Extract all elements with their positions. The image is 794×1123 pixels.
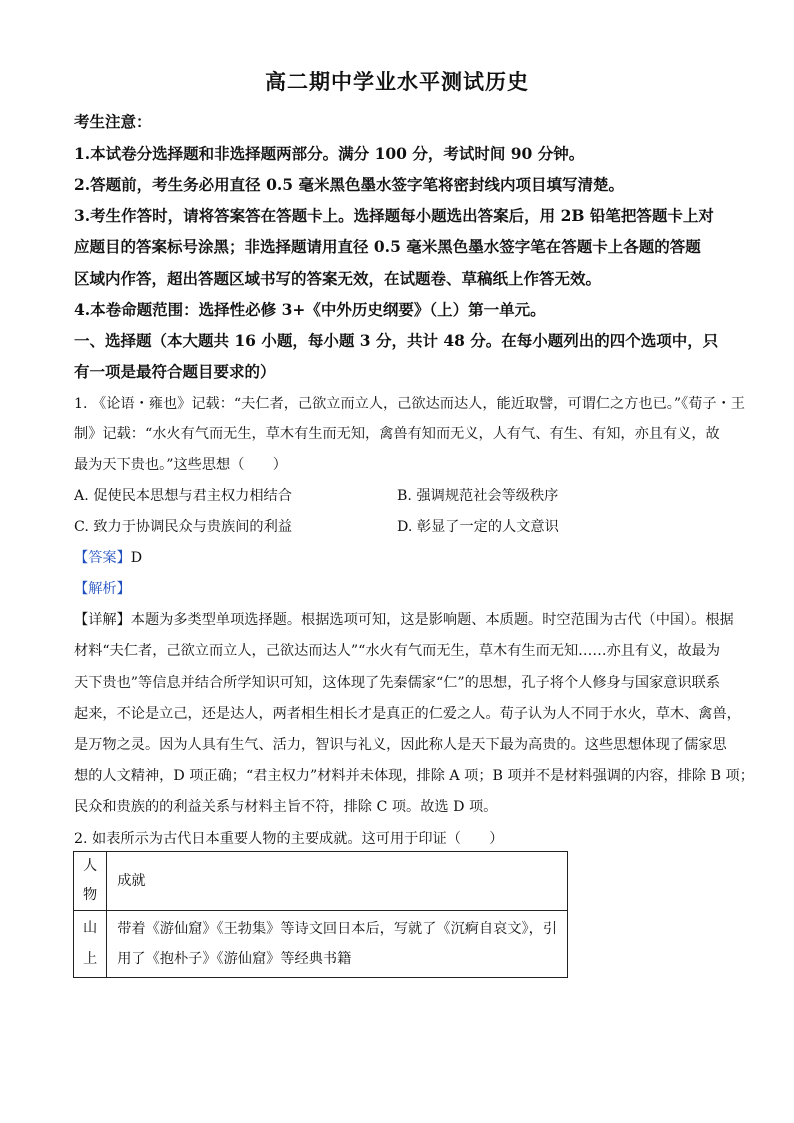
q2-table	[73, 851, 568, 978]
q1-option-c: C. 致力于协调民众与贵族间的利益	[74, 519, 292, 535]
q1-detail-line-3: 天下贵也”等信息并结合所学知识可知，这体现了先秦儒家“仁”的思想，孔子将个人修身与国家意识联系	[74, 675, 721, 691]
q1-option-d: D. 彰显了一定的人文意识	[397, 519, 559, 535]
q1-detail-line-7: 民众和贵族的的利益关系与材料主旨不符，排除 C 项。故选 D 项。	[74, 799, 498, 815]
q1-stem-line-1: 1. 《论语・雍也》记载：“夫仁者，己欲立而立人，己欲达而达人，能近取譬，可谓仁之方也已。”《荀子・王	[74, 396, 745, 412]
q1-option-b: B. 强调规范社会等级秩序	[397, 488, 559, 504]
notice-line-5: 区域内作答，超出答题区域书写的答案无效，在试题卷、草稿纸上作答无效。	[74, 269, 602, 288]
q2-stem: 2. 如表所示为古代日本重要人物的主要成就。这可用于印证（ ）	[74, 831, 504, 847]
notice-line-4: 应题目的答案标号涂黑；非选择题请用直径 0.5 毫米黑色墨水签字笔在答题卡上各题的答题	[74, 237, 701, 256]
notice-line-1: 1.本试卷分选择题和非选择题两部分。满分 100 分，考试时间 90 分钟。	[74, 144, 585, 163]
header-person-cell: 人物	[74, 852, 107, 911]
notice-line-2: 2.答题前，考生务必用直径 0.5 毫米黑色墨水签字笔将密封线内项目填写清楚。	[74, 175, 624, 194]
q1-stem-line-3: 最为天下贵也。”这些思想（ ）	[74, 457, 287, 473]
achievement-cell	[107, 911, 568, 978]
achievement-line-1: 带着《游仙窟》《王勃集》等诗文回日本后，写就了《沉痾自哀文》，引	[117, 921, 558, 937]
notice-line-3: 3.考生作答时，请将答案答在答题卡上。选择题每小题选出答案后，用 2B 铅笔把答题卡上对	[74, 206, 714, 225]
q1-option-a: A. 促使民本思想与君主权力相结合	[74, 488, 292, 504]
detail-tag: 【详解】	[74, 612, 131, 628]
answer-value: D	[130, 550, 143, 566]
q1-answer	[74, 547, 142, 567]
table-header-row	[74, 852, 568, 911]
answer-tag: 【答案】	[74, 550, 131, 566]
person-cell: 山上	[74, 911, 107, 978]
detail-text-1: 本题为多类型单项选择题。根据选项可知，这是影响题、本质题。时空范围为古代（中国）。根据	[130, 612, 734, 628]
notice-heading: 考生注意：	[74, 112, 152, 131]
q1-stem-line-2: 制》记载：“水火有气而无生，草木有生而无知，禽兽有知而无义，人有气、有生、有知，亦且有义，故	[74, 426, 720, 442]
section-heading-line-1: 一、选择题（本大题共 16 小题，每小题 3 分，共计 48 分。在每小题列出的四个选项中，只	[74, 331, 719, 350]
table-row	[74, 911, 568, 978]
section-heading-line-2: 有一项是最符合题目要求的）	[74, 362, 276, 381]
q1-detail-line-5: 是万物之灵。因为人具有生气、活力，智识与礼义，因此称人是天下最为高贵的。这些思想体现了儒家思	[74, 737, 727, 753]
q1-detail-line-2: 材料“夫仁者，己欲立而立人，己欲达而达人”“水火有气而无生，草木有生而无知……亦且有义，故最为	[74, 643, 721, 659]
notice-line-6: 4.本卷命题范围：选择性必修 3+《中外历史纲要》（上）第一单元。	[74, 300, 546, 319]
achievement-line-2: 用了《抱朴子》《游仙窟》等经典书籍	[117, 951, 352, 967]
page-title: 高二期中学业水平测试历史	[265, 69, 529, 94]
q1-detail-line-4: 起来，不论是立己，还是达人，两者相生相长才是真正的仁爱之人。荀子认为人不同于水火，草木、禽兽，	[74, 706, 741, 722]
q1-detail-line-6: 想的人文精神，D 项正确；“君主权力”材料并未体现，排除 A 项；B 项并不是材料强调的内容，排除 B 项；	[74, 768, 754, 784]
header-achievement-cell: 成就	[107, 852, 568, 911]
analysis-tag: 【解析】	[74, 581, 131, 597]
q1-detail-line-1	[74, 609, 734, 629]
